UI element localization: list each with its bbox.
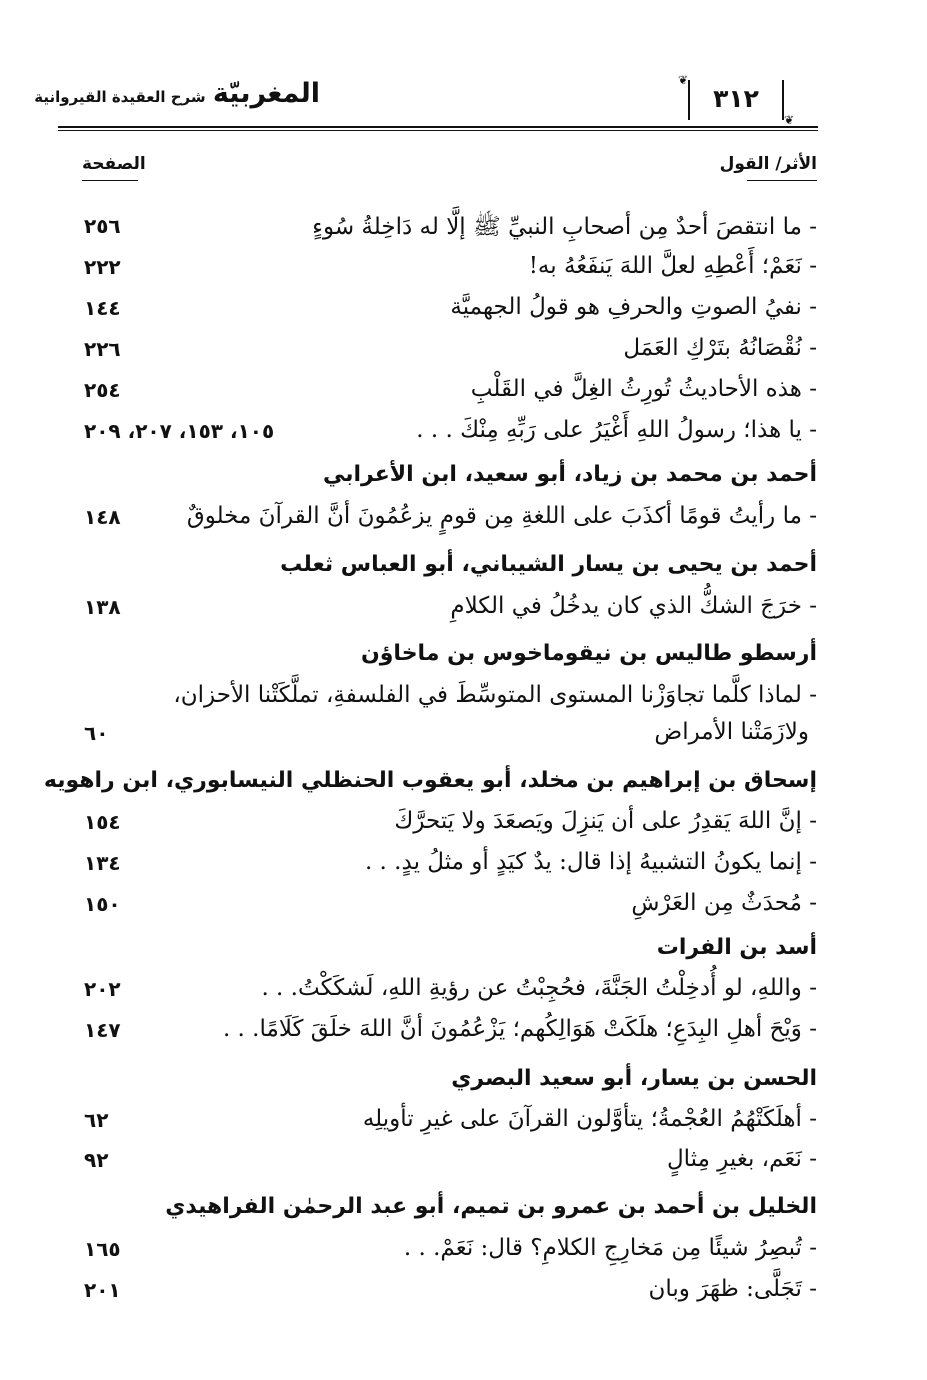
page-refs: ١٤٧ xyxy=(84,1018,121,1042)
index-row xyxy=(0,890,927,930)
index-row xyxy=(0,593,927,633)
running-header-title xyxy=(34,78,320,109)
quote-text: - ما رأيتُ قومًا أكذَبَ على اللغةِ مِن قومٍ يزعُمُونَ أنَّ القرآنَ مخلوقٌ xyxy=(186,503,817,529)
book-subtitle: شرح العقيدة القيروانية xyxy=(34,88,206,106)
header-rule-thin xyxy=(58,130,818,131)
author-row xyxy=(0,935,927,975)
index-row xyxy=(0,849,927,889)
ornament-icon: ❦ xyxy=(678,73,689,87)
page-refs: ١٣٨ xyxy=(84,595,121,619)
quote-text: - خرَجَ الشكُّ الذي كان يدخُلُ في الكلامِ xyxy=(450,593,817,619)
page-refs: ٢٢٦ xyxy=(84,337,121,361)
author-name: أحمد بن يحيى بن يسار الشيباني، أبو العباس ثعلب xyxy=(280,552,817,577)
quote-text: ولازَمَتْنا الأمراض xyxy=(654,719,809,745)
page-refs: ٢٠١ xyxy=(84,1278,121,1302)
page-refs: ٩٢ xyxy=(84,1148,109,1172)
quote-text: - نَعَمْ؛ أَعْطِهِ لعلَّ اللهَ يَنفَعُهُ به! xyxy=(528,253,817,279)
index-row xyxy=(0,294,927,334)
quote-text: - واللهِ، لو أُدخِلْتُ الجَنَّةَ، فحُجِبْتُ عن رؤيةِ اللهِ، لَشكَكْتُ. . . xyxy=(261,975,817,1001)
page-heading-underline xyxy=(82,180,138,181)
index-row xyxy=(0,1146,927,1186)
index-row xyxy=(0,253,927,293)
quote-column-heading: الأثر/ القول xyxy=(719,154,817,174)
page-refs: ١٣٤ xyxy=(84,851,121,875)
page-refs: ١٦٥ xyxy=(84,1237,121,1261)
author-name: أرسطو طاليس بن نيقوماخوس بن ماخاؤن xyxy=(360,641,817,666)
author-row xyxy=(0,768,927,808)
index-row xyxy=(0,1235,927,1275)
index-row xyxy=(0,335,927,375)
author-row xyxy=(0,1194,927,1234)
index-row xyxy=(0,376,927,416)
header-rule xyxy=(58,126,818,128)
quote-text: - تَجَلَّى: ظهَرَ وبان xyxy=(648,1276,817,1302)
author-row xyxy=(0,641,927,681)
page-column-heading: الصفحة xyxy=(82,154,146,174)
quote-text: - إنما يكونُ التشبيهُ إذا قال: يدٌ كيَدٍ أو مثلُ يدٍ. . . xyxy=(364,849,817,875)
quote-text: - وَيْحَ أهلِ البِدَعِ؛ هلَكَتْ هَوَالِكُهم؛ يَزْعُمُونَ أنَّ اللهَ خلَقَ كَلَامًا. . . xyxy=(222,1016,817,1042)
author-row xyxy=(0,552,927,592)
ornament-icon: ❦ xyxy=(783,113,794,127)
quote-text: - نفيُ الصوتِ والحرفِ هو قولُ الجهميَّة xyxy=(450,294,817,320)
index-row xyxy=(0,719,927,759)
author-name: أحمد بن محمد بن زياد، أبو سعيد، ابن الأعرابي xyxy=(322,462,817,487)
page-refs: ١٤٤ xyxy=(84,296,121,320)
index-row xyxy=(0,212,927,252)
index-row xyxy=(0,975,927,1015)
author-name: الخليل بن أحمد بن عمرو بن تميم، أبو عبد الرحمٰن الفراهيدي xyxy=(165,1194,817,1219)
quote-text: - لماذا كلَّما تجاوَزْنا المستوى المتوسِّطَ في الفلسفةِ، تملَّكَتْنا الأحزان، xyxy=(173,682,817,708)
page-number: ٣١٢ xyxy=(713,84,759,113)
quote-text: - تُبصِرُ شيئًا مِن مَخارِجِ الكلامِ؟ قال: نَعَمْ. . . xyxy=(403,1235,817,1261)
page-refs: ٢٠٢ xyxy=(84,977,121,1001)
page-number-frame xyxy=(678,73,794,127)
index-row xyxy=(0,1016,927,1056)
index-row xyxy=(0,682,927,722)
quote-text: - ما انتقصَ أحدٌ مِن أصحابِ النبيِّ ﷺ إلَّا له دَاخِلةُ سُوءٍ xyxy=(312,214,817,240)
page-refs: ٢٥٤ xyxy=(84,378,121,402)
index-row xyxy=(0,417,927,457)
page-refs: ٦٢ xyxy=(84,1108,109,1132)
page-refs: ١٠٥، ١٥٣، ٢٠٧، ٢٠٩ xyxy=(84,419,275,443)
page-refs: ٢٢٢ xyxy=(84,255,121,279)
page-refs: ٢٥٦ xyxy=(84,214,121,238)
quote-heading-underline xyxy=(747,180,817,181)
page-refs: ٦٠ xyxy=(84,721,109,745)
quote-text: - يا هذا؛ رسولُ اللهِ أَغْيَرُ على رَبِّهِ مِنْكَ . . . xyxy=(416,417,817,443)
quote-text: - هذه الأحاديثُ تُورِثُ الغِلَّ في القَلْبِ xyxy=(470,376,817,402)
index-row xyxy=(0,808,927,848)
page-refs: ١٥٠ xyxy=(84,892,121,916)
quote-text: - نُقْصَانُهُ بتَرْكِ العَمَل xyxy=(623,335,817,361)
quote-text: - أهلَكَتْهُمُ العُجْمةُ؛ يتأوَّلون القرآنَ على غيرِ تأويلِه xyxy=(362,1106,817,1132)
page-refs: ١٤٨ xyxy=(84,505,121,529)
author-name: أسد بن الفرات xyxy=(656,935,817,960)
author-name: الحسن بن يسار، أبو سعيد البصري xyxy=(451,1066,817,1091)
author-row xyxy=(0,462,927,502)
author-row xyxy=(0,1066,927,1106)
page-refs: ١٥٤ xyxy=(84,810,121,834)
quote-text: - مُحدَثٌ مِن العَرْشِ xyxy=(631,890,817,916)
quote-text: - إنَّ اللهَ يَقدِرُ على أن يَنزِلَ ويَصعَدَ ولا يَتحرَّكَ xyxy=(394,808,817,834)
quote-text: - نَعَم، بغيرِ مِثالٍ xyxy=(666,1146,817,1172)
book-title: المغربيّة xyxy=(212,78,320,109)
index-row xyxy=(0,1106,927,1146)
index-row xyxy=(0,1276,927,1316)
author-name: إسحاق بن إبراهيم بن مخلد، أبو يعقوب الحنظلي النيسابوري، ابن راهويه xyxy=(43,768,817,793)
index-row xyxy=(0,503,927,543)
